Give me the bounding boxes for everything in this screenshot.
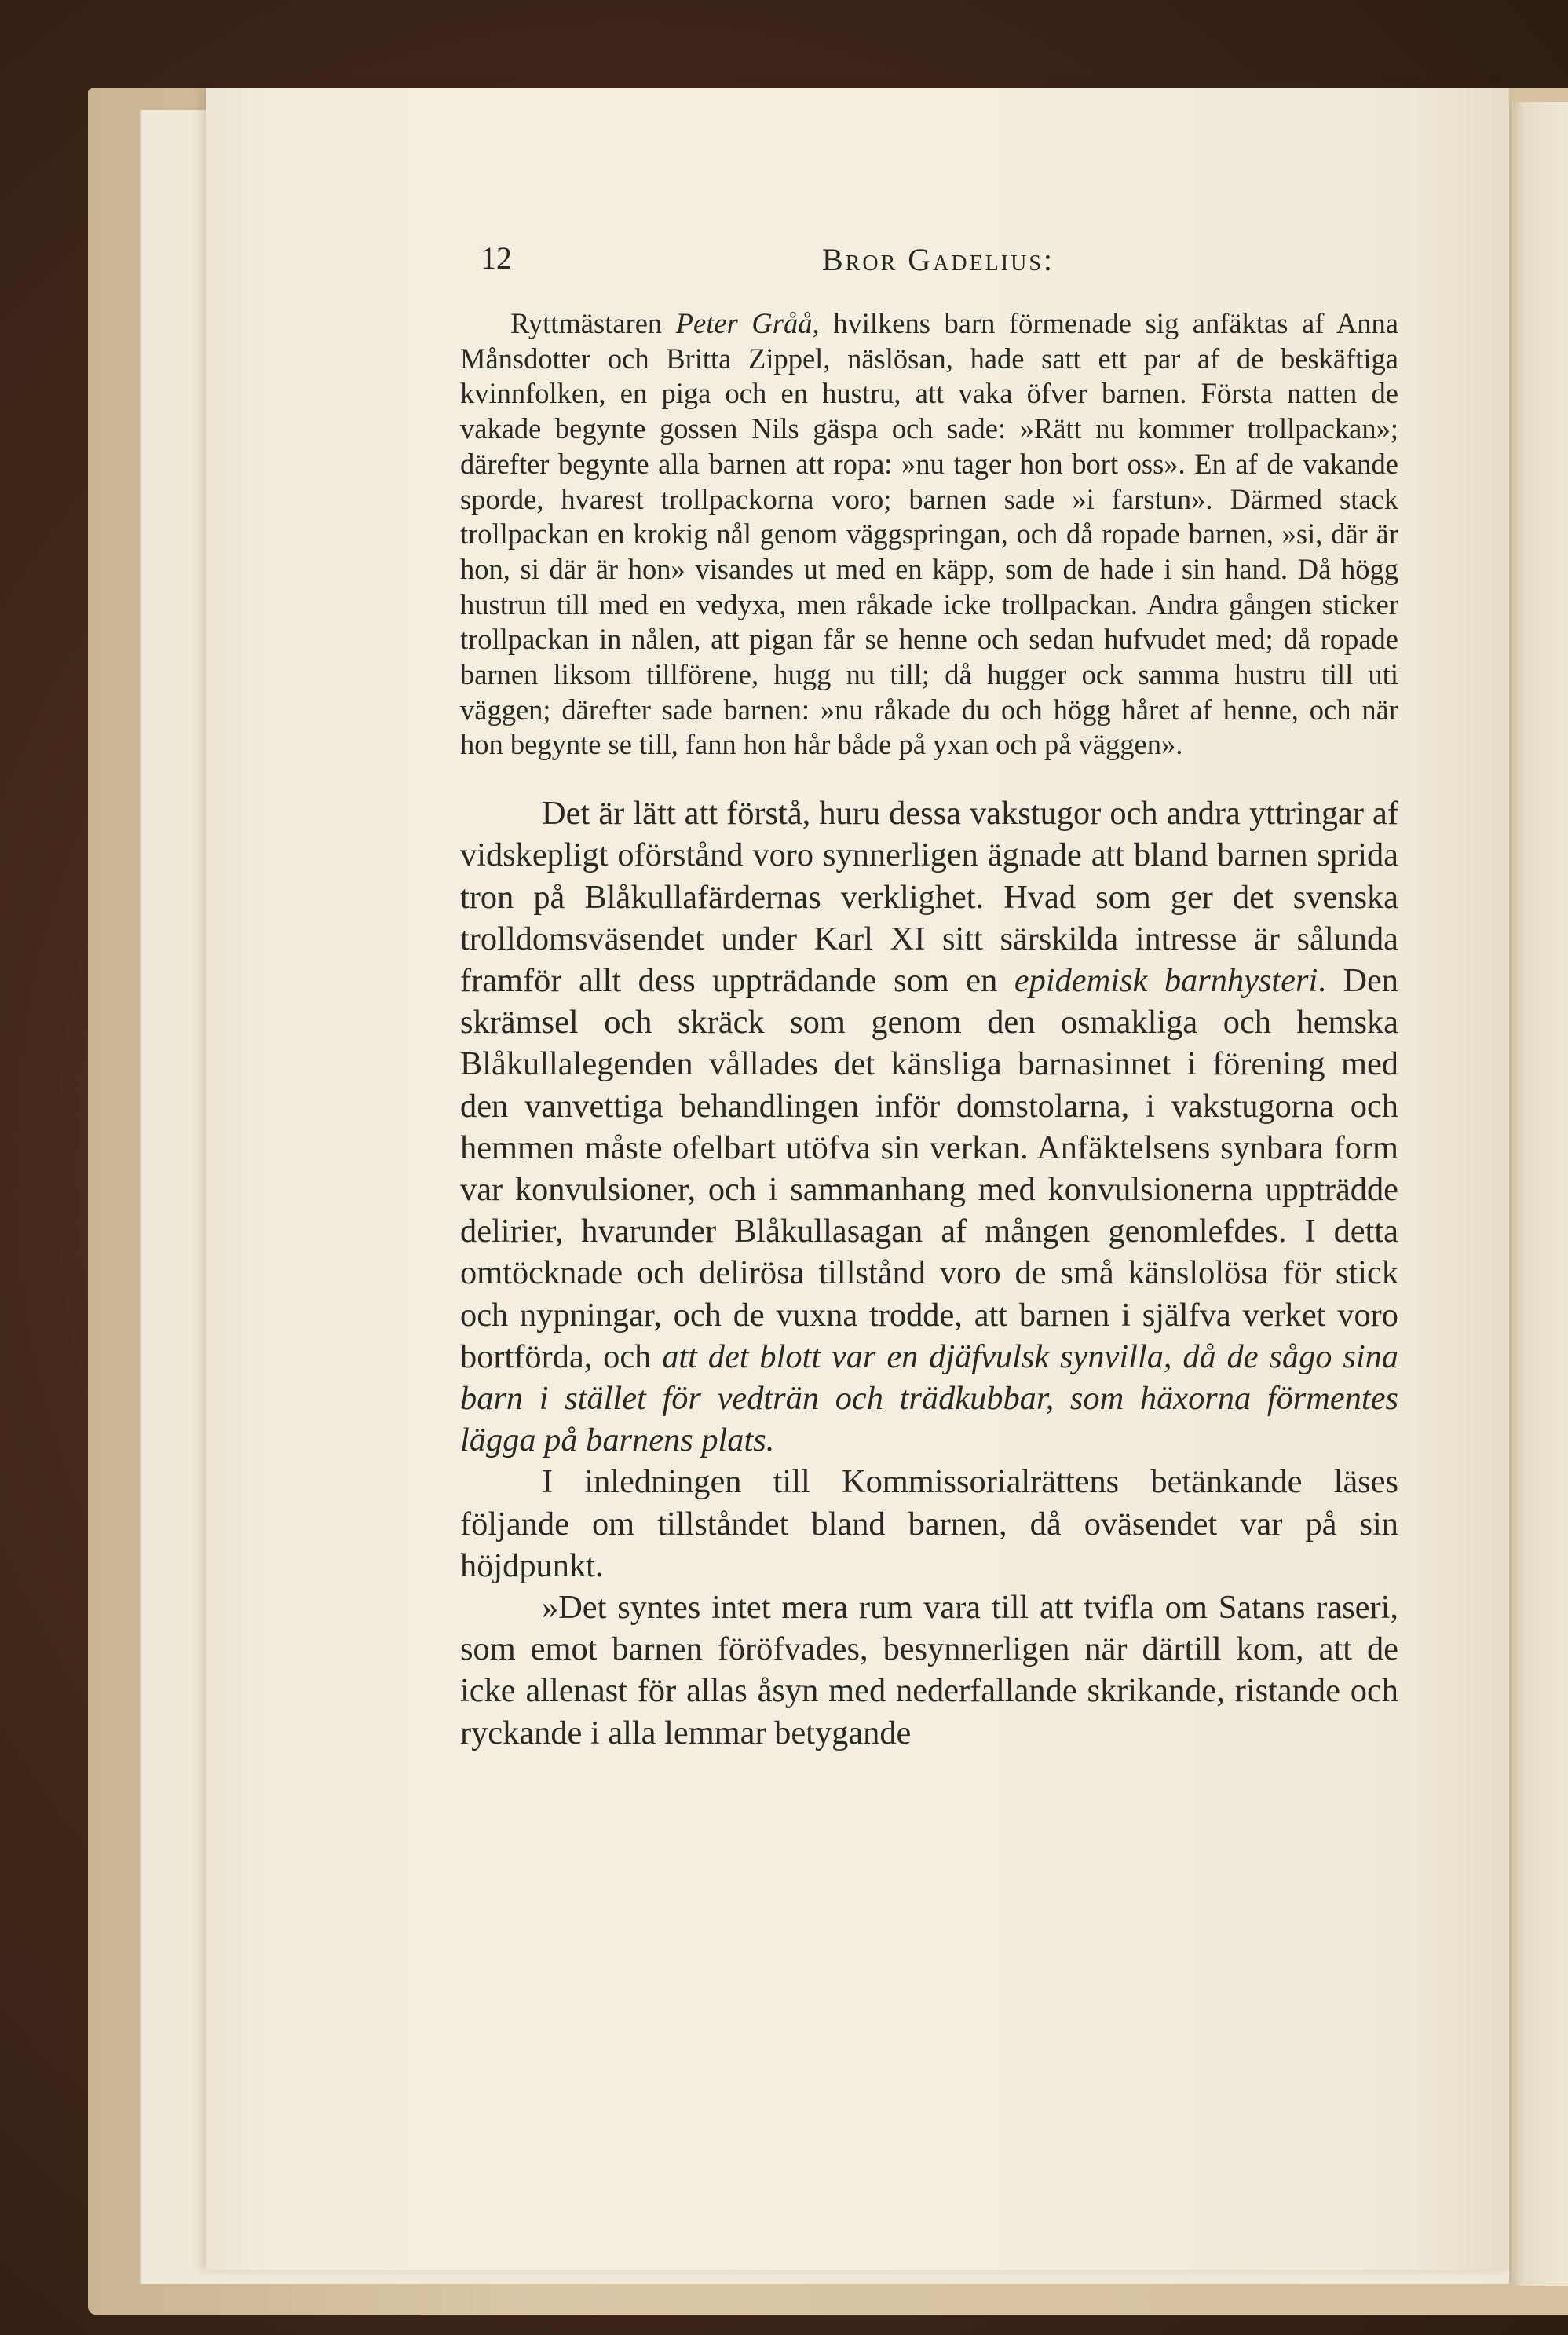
page-header — [481, 240, 1391, 277]
paragraph-det-syntes: »Det syntes intet mera rum vara till att tvifla om Satans raseri, som emot barnen föröfvades, besynnerligen när därtill kom, att de icke allenast för allas åsyn med nederfallande skrikande, ristande och ryckande i alla lemmar betygande — [460, 1589, 1398, 1751]
page-body — [460, 306, 1398, 1754]
person-name-italic: Peter Gråå — [675, 307, 813, 339]
page-number: 12 — [481, 240, 512, 276]
quoted-account-block — [460, 306, 1398, 763]
paragraph-inledningen: I inledningen till Kommissorialrättens betänkande läses följande om tillståndet bland barnen, då oväsendet var på sin höjdpunkt. — [460, 1463, 1398, 1584]
paragraph-det-ar-latt: Det är lätt att förstå, huru dessa vakstugor och andra yttringar af vidskepligt oförstånd voro synnerligen ägnade att bland barnen sprida tron på Blåkullafärdernas verklighet. Hvad som ger det svenska trolldomsväsendet under Karl XI sitt särskilda intresse är sålunda framför allt dess uppträdande som en epidemisk barnhysteri. Den skrämsel och skräck som genom den osmakliga och hemska Blåkullalegenden vållades det känsliga barnasinnet i förening med den vanvettiga behandlingen inför domstolarna, i vakstugorna och hemmen måste ofelbart utöfva sin verkan. Anfäktelsens synbara form var konvulsioner, och i sammanhang med konvulsionerna uppträdde delirier, hvarunder Blåkullasagan af mången genomlefdes. I detta omtöcknade och delirösa tillstånd voro de små känslolösa för stick och nypningar, och de vuxna trodde, att barnen i själfva verket voro bortförda, och att det blott var en djäfvulsk synvilla, då de sågo sina barn i stället för vedträn och trädkubbar, som häxorna förmentes lägga på barnens plats. — [460, 795, 1399, 1459]
paragraph-ryttmastaren: Ryttmästaren Peter Gråå, hvilkens barn förmenade sig anfäktas af Anna Månsdotter och Britta Zippel, näslösan, hade satt ett par af de beskäftiga kvinnfolken, en piga och en hustru, att vaka öfver barnen. Första natten de vakade begynte gossen Nils gäspa och sade: »Rätt nu kommer trollpackan»; därefter begynte alla barnen att ropa: »nu tager hon bort oss». En af de vakande sporde, hvarest trollpackorna voro; barnen sade »i farstun». Därmed stack trollpackan en krokig nål genom väggspringan, och då ropade barnen, »si, där är hon, si där är hon» visandes ut med en käpp, som de hade i sin hand. Då högg hustrun till med en vedyxa, men råkade icke trollpackan. Andra gången sticker trollpackan in nålen, att pigan får se henne och sedan hufvudet med; då ropade barnen liksom tillförene, hugg nu till; då hugger ock samma hustru till uti väggen; därefter sade barnen: »nu råkade du och högg håret af henne, och när hon begynte se till, fann hon hår både på yxan och på väggen». — [460, 307, 1398, 761]
emphasis-synvilla: att det blott var en djäfvulsk synvilla, då de sågo sina barn i stället för vedträn och trädkubbar, som häxorna förmentes lägga på barnens plats. — [460, 1338, 1398, 1459]
facing-page-edge — [1509, 102, 1568, 2286]
main-text-block — [460, 792, 1398, 1754]
running-head: Bror Gadelius: — [822, 242, 1055, 277]
emphasis-epidemisk: epidemisk barnhysteri — [1014, 961, 1318, 999]
